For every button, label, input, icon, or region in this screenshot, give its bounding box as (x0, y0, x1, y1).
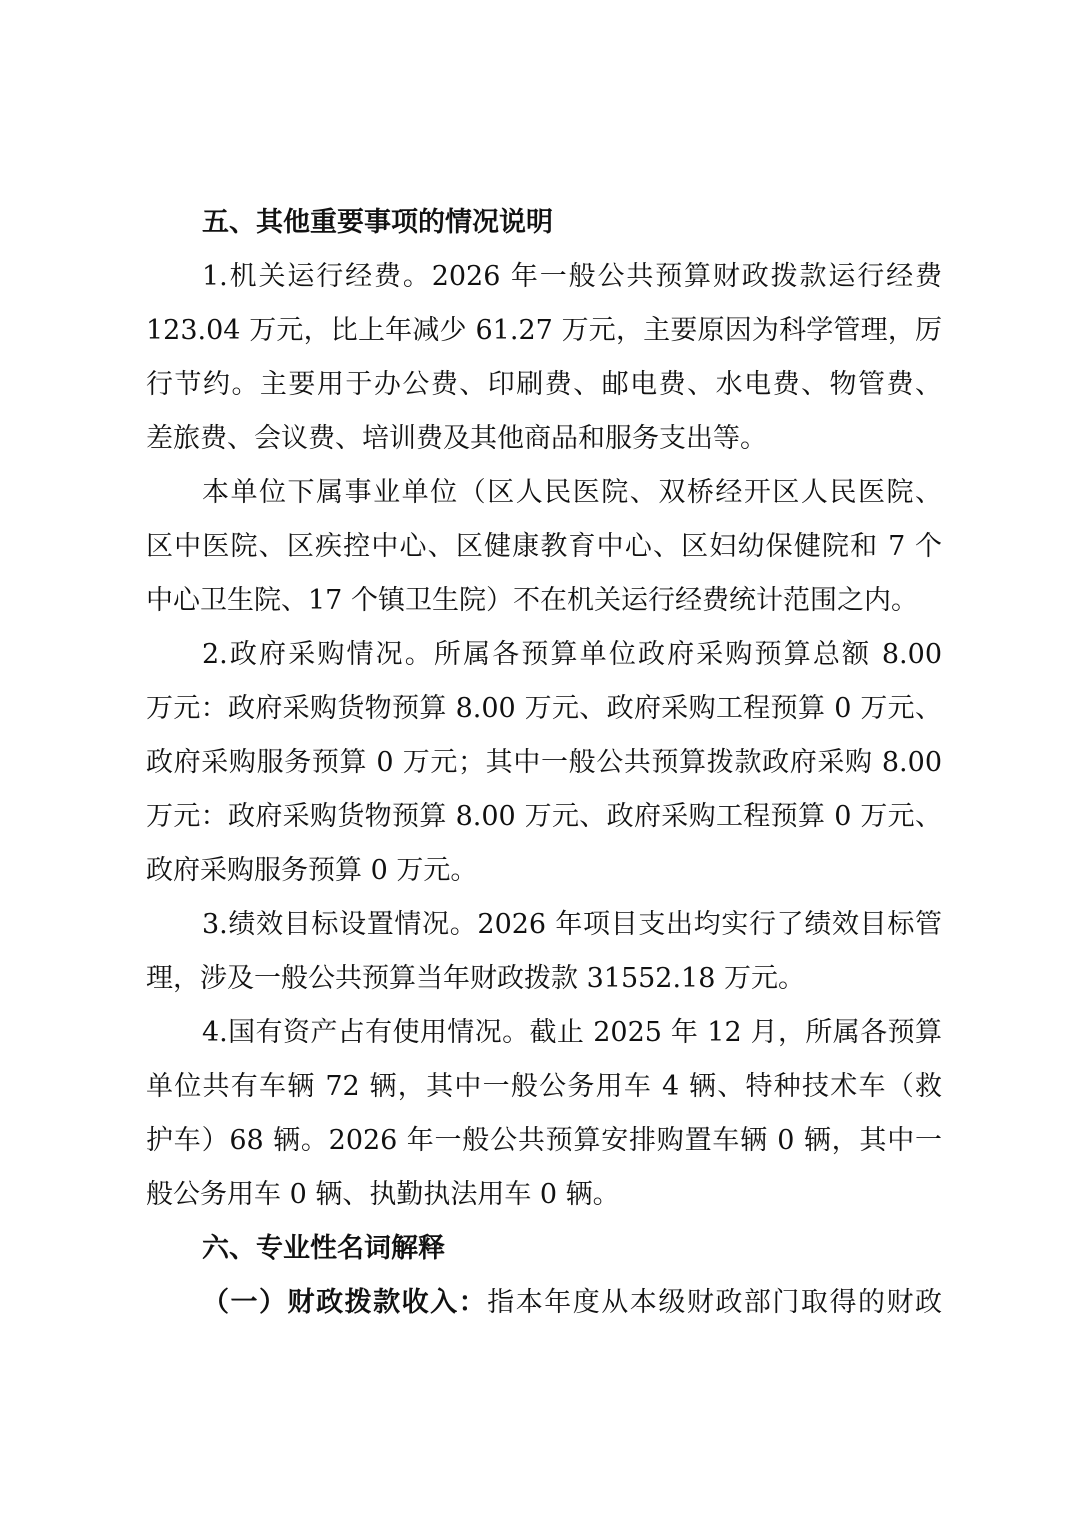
text-line: 1.机关运行经费。2026 年一般公共预算财政拨款运行经费 (202, 261, 942, 292)
section-heading-other-matters: 五、其他重要事项的情况说明 (202, 207, 553, 238)
text-line: 行节约。主要用于办公费、印刷费、邮电费、水电费、物管费、 (146, 369, 942, 400)
term-label: （一）财政拨款收入： (202, 1287, 488, 1318)
text-line: 政府采购服务预算 0 万元；其中一般公共预算拨款政府采购 8.00 (146, 747, 942, 778)
text-line: 差旅费、会议费、培训费及其他商品和服务支出等。 (146, 423, 767, 454)
paragraph-operating-expenses (146, 250, 942, 466)
document-body (146, 196, 942, 1330)
paragraph-fiscal-appropriation-income (146, 1276, 942, 1330)
text-line: 万元：政府采购货物预算 8.00 万元、政府采购工程预算 0 万元、 (146, 801, 942, 832)
text-line: 万元：政府采购货物预算 8.00 万元、政府采购工程预算 0 万元、 (146, 693, 942, 724)
text-line: 护车）68 辆。2026 年一般公共预算安排购置车辆 0 辆，其中一 (146, 1125, 942, 1156)
paragraph-state-assets (146, 1006, 942, 1222)
text-line: 般公务用车 0 辆、执勤执法用车 0 辆。 (146, 1179, 620, 1210)
text-line: 区中医院、区疾控中心、区健康教育中心、区妇幼保健院和 7 个 (146, 531, 942, 562)
term-definition: 指本年度从本级财政部门取得的财政 (487, 1287, 943, 1318)
paragraph-performance-targets (146, 898, 942, 1006)
text-line: 政府采购服务预算 0 万元。 (146, 855, 478, 886)
text-line: 理，涉及一般公共预算当年财政拨款 31552.18 万元。 (146, 963, 805, 994)
text-line: 单位共有车辆 72 辆，其中一般公务用车 4 辆、特种技术车（救 (146, 1071, 942, 1102)
text-line: 本单位下属事业单位（区人民医院、双桥经开区人民医院、 (202, 477, 942, 508)
section-heading-terminology: 六、专业性名词解释 (202, 1233, 445, 1264)
paragraph-government-procurement (146, 628, 942, 898)
paragraph-subordinate-units (146, 466, 942, 628)
text-line: 2.政府采购情况。所属各预算单位政府采购预算总额 8.00 (202, 639, 942, 670)
text-line: 中心卫生院、17 个镇卫生院）不在机关运行经费统计范围之内。 (146, 585, 918, 616)
text-line (146, 1276, 942, 1330)
text-line: 3.绩效目标设置情况。2026 年项目支出均实行了绩效目标管 (202, 909, 942, 940)
text-line: 123.04 万元，比上年减少 61.27 万元，主要原因为科学管理，厉 (146, 315, 942, 346)
text-line: 4.国有资产占有使用情况。截止 2025 年 12 月，所属各预算 (202, 1017, 942, 1048)
